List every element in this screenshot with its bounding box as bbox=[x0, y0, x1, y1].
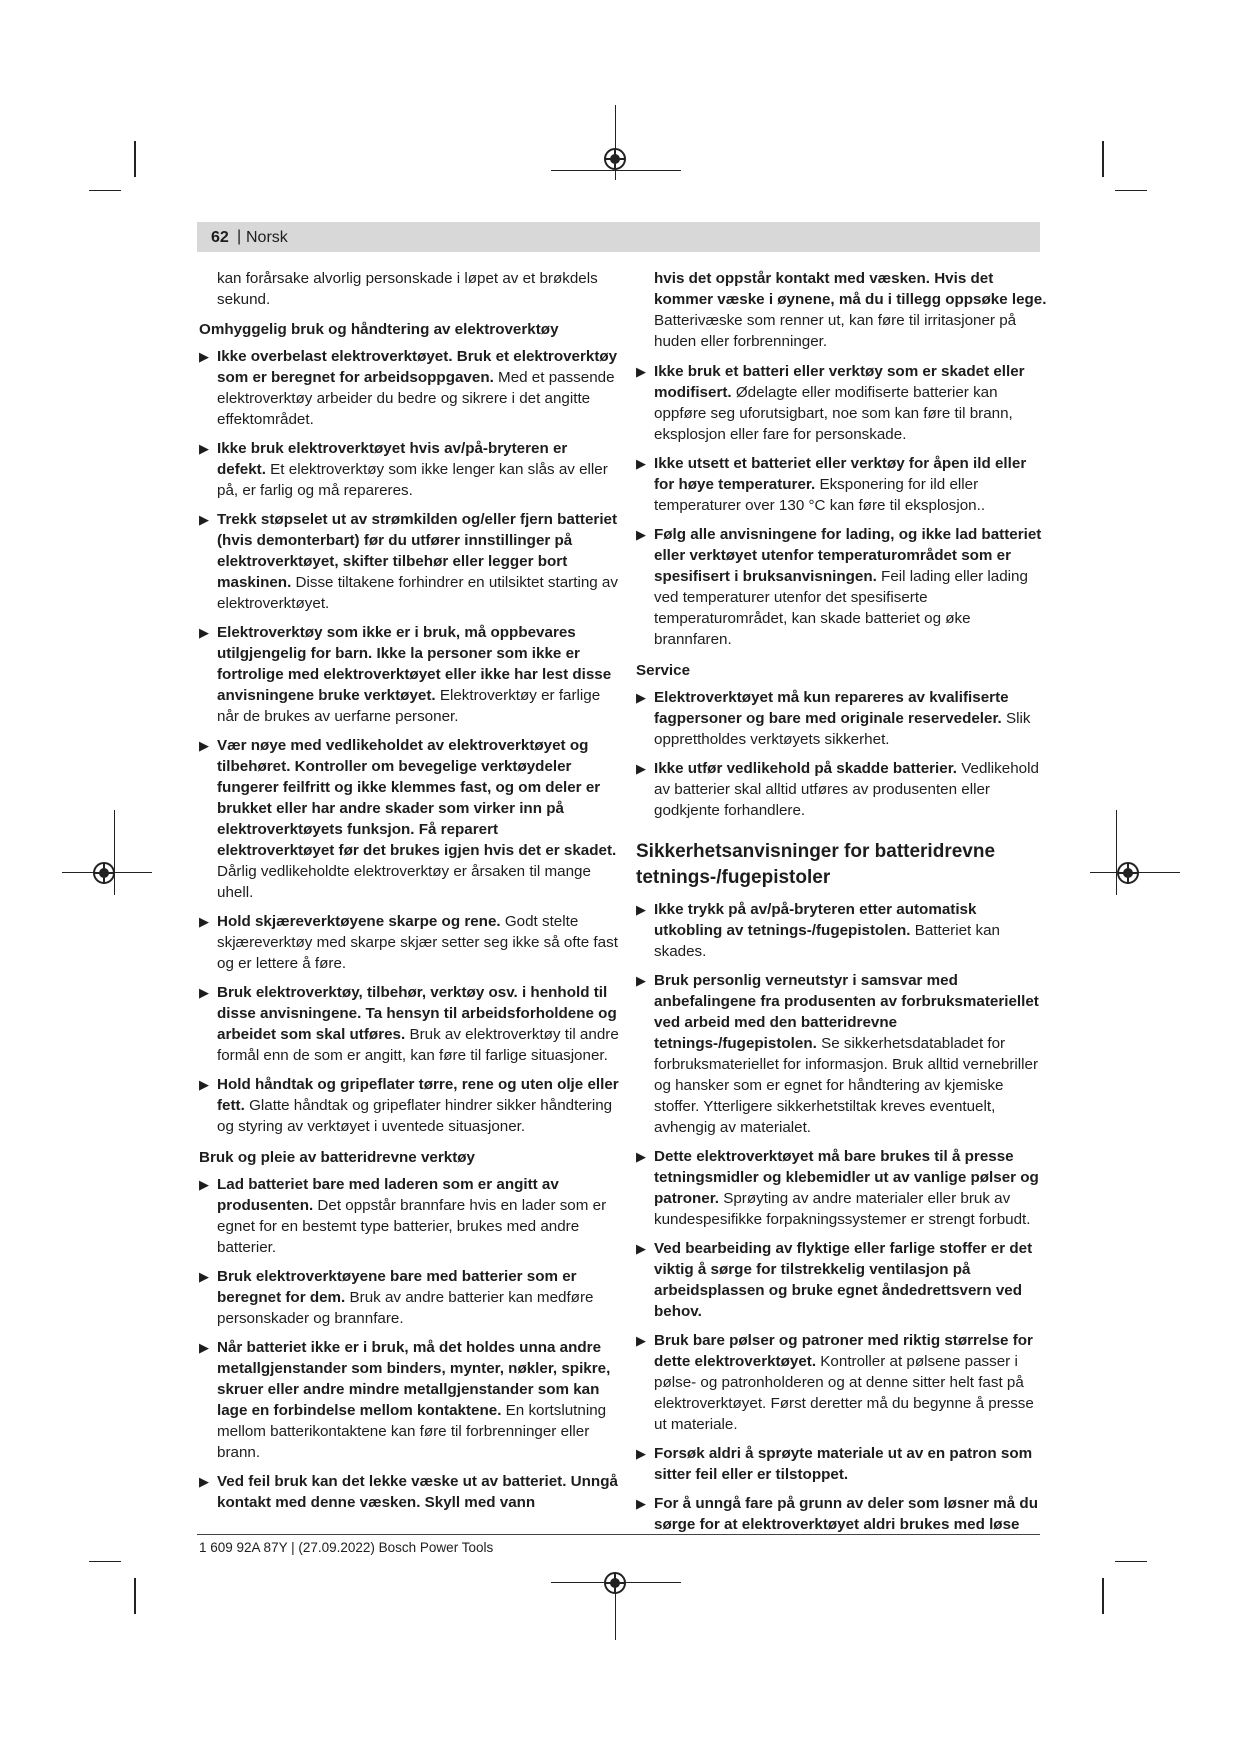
header-language: Norsk bbox=[246, 229, 288, 246]
bullet-arrow-icon: ▶ bbox=[199, 512, 209, 527]
list-item bbox=[636, 524, 1048, 650]
bullet-arrow-icon: ▶ bbox=[636, 364, 646, 379]
list-item bbox=[199, 911, 619, 974]
item-bold-text: Dette elektroverktøyet må bare brukes til å presse tetningsmidler og klebemidler ut av vanlige pølser og patroner. bbox=[654, 1148, 1039, 1207]
registration-line bbox=[114, 810, 115, 895]
left-column bbox=[199, 268, 619, 1521]
bullet-arrow-icon: ▶ bbox=[636, 902, 646, 917]
list-item bbox=[636, 1238, 1048, 1322]
list-item bbox=[199, 1337, 619, 1463]
item-text: Eksponering for ild eller temperaturer over 130 °C kan føre til eksplosjon.. bbox=[654, 476, 986, 514]
page-number: 62 bbox=[211, 229, 229, 246]
list-item bbox=[636, 899, 1048, 962]
item-bold-text: Bruk bare pølser og patroner med riktig størrelse for dette elektroverktøyet. bbox=[654, 1332, 1033, 1370]
list-item bbox=[636, 758, 1048, 821]
registration-target-icon bbox=[604, 148, 626, 170]
bullet-arrow-icon: ▶ bbox=[199, 1269, 209, 1284]
list-item bbox=[636, 970, 1048, 1138]
list-item bbox=[636, 1146, 1048, 1230]
list-item bbox=[199, 622, 619, 727]
bullet-arrow-icon: ▶ bbox=[199, 738, 209, 753]
list-item bbox=[199, 509, 619, 614]
item-bold-text: Følg alle anvisningene for lading, og ikke lad batteriet eller verktøyet utenfor temperaturområdet som er spesifisert i bruksanvisningen. bbox=[654, 526, 1042, 585]
item-bold-text: Lad batteriet bare med laderen som er angitt av produsenten. bbox=[217, 1176, 559, 1214]
item-text: Batteriet kan skades. bbox=[654, 922, 1000, 960]
list-item bbox=[199, 1471, 619, 1513]
item-bold-text: Elektroverktøyet må kun repareres av kvalifiserte fagpersoner og bare med originale reservedeler. bbox=[654, 689, 1009, 727]
bullet-list bbox=[636, 899, 1048, 1535]
bullet-arrow-icon: ▶ bbox=[199, 1340, 209, 1355]
item-bold-text: Ikke bruk et batteri eller verktøy som er skadet eller modifisert. bbox=[654, 363, 1025, 401]
bullet-arrow-icon: ▶ bbox=[636, 1333, 646, 1348]
bullet-arrow-icon: ▶ bbox=[636, 527, 646, 542]
item-bold-text: Ikke overbelast elektroverktøyet. Bruk et elektroverktøy som er beregnet for arbeidsoppgaven. bbox=[217, 348, 618, 386]
item-text: Bruk av andre batterier kan medføre personskader og brannfare. bbox=[217, 1289, 594, 1327]
list-item bbox=[199, 346, 619, 430]
footer-text: 1 609 92A 87Y | (27.09.2022) Bosch Power Tools bbox=[199, 1540, 494, 1555]
header-separator: | bbox=[237, 228, 242, 245]
bullet-arrow-icon: ▶ bbox=[636, 690, 646, 705]
registration-line bbox=[551, 170, 681, 171]
item-bold-text: Hold håndtak og gripeflater tørre, rene og uten olje eller fett. bbox=[217, 1076, 619, 1114]
bullet-arrow-icon: ▶ bbox=[199, 1474, 209, 1489]
item-text: Slik opprettholdes verktøyets sikkerhet. bbox=[654, 710, 1031, 748]
item-bold-text: Når batteriet ikke er i bruk, må det holdes unna andre metallgjenstander som binders, mynter, nøkler, spikre, skruer eller andre mindre metallgjenstander som kan lage en forbindelse mellom kontaktene. bbox=[217, 1339, 611, 1419]
crop-mark bbox=[89, 1561, 121, 1562]
item-text: Glatte håndtak og gripeflater hindrer sikker håndtering og styring av verktøyet i uventede situasjoner. bbox=[217, 1097, 613, 1135]
bullet-arrow-icon: ▶ bbox=[636, 1149, 646, 1164]
list-item bbox=[199, 438, 619, 501]
list-item bbox=[636, 361, 1048, 445]
bullet-arrow-icon: ▶ bbox=[199, 625, 209, 640]
item-bold-text: Ikke bruk elektroverktøyet hvis av/på-bryteren er defekt. bbox=[217, 440, 568, 478]
bullet-arrow-icon: ▶ bbox=[199, 1077, 209, 1092]
continued-plain: Batterivæske som renner ut, kan føre til irritasjoner på huden eller forbrenninger. bbox=[654, 312, 1017, 350]
list-item bbox=[199, 1266, 619, 1329]
crop-mark bbox=[1102, 141, 1104, 177]
bullet-list bbox=[636, 687, 1048, 821]
item-bold-text: For å unngå fare på grunn av deler som løsner må du sørge for at elektroverktøyet aldri brukes med løse bbox=[654, 1495, 1038, 1533]
list-item bbox=[636, 453, 1048, 516]
item-bold-text: Ikke trykk på av/på-bryteren etter automatisk utkobling av tetnings-/fugepistolen. bbox=[654, 901, 977, 939]
item-text: Kontroller at pølsene passer i pølse- og patronholderen og at denne sitter helt fast på elektroverktøyet. Først deretter må du begynne å presse ut materiale. bbox=[654, 1353, 1034, 1433]
item-bold-text: Hold skjæreverktøyene skarpe og rene. bbox=[217, 913, 501, 930]
crop-mark bbox=[1102, 1578, 1104, 1614]
item-bold-text: Ikke utfør vedlikehold på skadde batterier. bbox=[654, 760, 958, 777]
item-bold-text: Ved bearbeiding av flyktige eller farlige stoffer er det viktig å sørge for tilstrekkelig ventilasjon på arbeidsplassen og bruke egnet åndedrettsvern ved behov. bbox=[654, 1240, 1033, 1320]
item-text: Feil lading eller lading ved temperaturer utenfor det spesifiserte temperaturområdet, kan skade batteriet og øke brannfaren. bbox=[654, 568, 1028, 648]
item-text: Et elektroverktøy som ikke lenger kan slås av eller på, er farlig og må repareres. bbox=[217, 461, 608, 499]
bullet-list bbox=[199, 346, 619, 1137]
item-bold-text: Bruk elektroverktøyene bare med batterier som er beregnet for dem. bbox=[217, 1268, 577, 1306]
crop-mark bbox=[89, 190, 121, 191]
item-bold-text: Elektroverktøy som ikke er i bruk, må oppbevares utilgjengelig for barn. Ikke la personer som ikke er fortrolige med elektroverktøyet eller ikke har lest disse anvisningene bruke verktøyet. bbox=[217, 624, 612, 704]
item-bold-text: Forsøk aldri å sprøyte materiale ut av en patron som sitter feil eller er tilstoppet. bbox=[654, 1445, 1033, 1483]
registration-target-icon bbox=[1117, 862, 1139, 884]
bullet-arrow-icon: ▶ bbox=[199, 1177, 209, 1192]
item-text: En kortslutning mellom batterikontaktene kan føre til forbrenninger eller brann. bbox=[217, 1402, 607, 1461]
item-bold-text: Trekk støpselet ut av strømkilden og/eller fjern batteriet (hvis demonterbart) før du utfører innstillinger på elektroverktøyet, skifter tilbehør eller legger bort maskinen. bbox=[217, 511, 618, 591]
bullet-arrow-icon: ▶ bbox=[199, 349, 209, 364]
item-bold-text: Bruk elektroverktøy, tilbehør, verktøy osv. i henhold til disse anvisningene. Ta hensyn til arbeidsforholdene og arbeidet som skal utføres. bbox=[217, 984, 617, 1043]
bullet-arrow-icon: ▶ bbox=[636, 1446, 646, 1461]
item-text: Se sikkerhetsdatabladet for forbruksmateriellet for informasjon. Bruk alltid vernebriller og hansker som er egnet for håndtering av kjemiske stoffer. Ytterligere sikkerhetstiltak kreves eventuelt, avhengig av materialet. bbox=[654, 1035, 1039, 1136]
item-text: Det oppstår brannfare hvis en lader som er egnet for en bestemt type batterier, brukes med andre batterier. bbox=[217, 1197, 607, 1256]
item-bold-text: Bruk personlig verneutstyr i samsvar med anbefalingene fra produsenten av forbruksmateriellet ved arbeid med den batteridrevne tetnings-/fugepistolen. bbox=[654, 972, 1039, 1052]
list-item bbox=[636, 1493, 1048, 1535]
footer-rule bbox=[197, 1534, 1040, 1535]
item-text: Sprøyting av andre materialer eller bruk av kundespesifikke forpakningssystemer er strengt forbudt. bbox=[654, 1190, 1031, 1228]
bullet-arrow-icon: ▶ bbox=[636, 456, 646, 471]
bullet-arrow-icon: ▶ bbox=[636, 1241, 646, 1256]
item-text: Disse tiltakene forhindrer en utilsiktet starting av elektroverktøyet. bbox=[217, 574, 618, 612]
item-text: Bruk av elektroverktøy til andre formål enn de som er angitt, kan føre til farlige situasjoner. bbox=[217, 1026, 619, 1064]
item-text: Dårlig vedlikeholdte elektroverktøy er årsaken til mange uhell. bbox=[217, 863, 591, 901]
crop-mark bbox=[134, 141, 136, 177]
continued-bold: hvis det oppstår kontakt med væsken. Hvis det kommer væske i øynene, må du i tillegg oppsøke lege. bbox=[654, 270, 1047, 308]
bullet-arrow-icon: ▶ bbox=[636, 973, 646, 988]
list-item bbox=[199, 1074, 619, 1137]
continued-text bbox=[636, 268, 1048, 352]
bullet-arrow-icon: ▶ bbox=[636, 1496, 646, 1511]
registration-target-icon bbox=[604, 1572, 626, 1594]
subheading: Omhyggelig bruk og håndtering av elektroverktøy bbox=[199, 321, 559, 338]
list-item bbox=[636, 1443, 1048, 1485]
list-item bbox=[199, 1174, 619, 1258]
continued-text: kan forårsake alvorlig personskade i løpet av et brøkdels sekund. bbox=[217, 270, 598, 308]
item-bold-text: Ved feil bruk kan det lekke væske ut av batteriet. Unngå kontakt med denne væsken. Skyll med vann bbox=[217, 1473, 618, 1511]
item-text: Med et passende elektroverktøy arbeider du bedre og sikrere i det angitte effektområdet. bbox=[217, 369, 615, 428]
item-bold-text: Vær nøye med vedlikeholdet av elektroverktøyet og tilbehøret. Kontroller om bevegelige verktøydeler fungerer feilfritt og ikke klemmes fast, og om deler er brukket eller har andre skader som virker inn på elektroverktøyets funksjon. Få reparert elektroverktøyet før det brukes igjen hvis det er skadet. bbox=[217, 737, 617, 859]
crop-mark bbox=[134, 1578, 136, 1614]
list-item bbox=[636, 1330, 1048, 1435]
item-text: Elektroverktøy er farlige når de brukes av uerfarne personer. bbox=[217, 687, 601, 725]
subheading-service: Service bbox=[636, 662, 691, 679]
bullet-arrow-icon: ▶ bbox=[636, 761, 646, 776]
bullet-list bbox=[199, 1174, 619, 1513]
bullet-arrow-icon: ▶ bbox=[199, 914, 209, 929]
bullet-arrow-icon: ▶ bbox=[199, 441, 209, 456]
bullet-list bbox=[636, 361, 1048, 650]
list-item bbox=[636, 687, 1048, 750]
registration-line bbox=[1116, 810, 1117, 895]
crop-mark bbox=[1115, 190, 1147, 191]
item-text: Ødelagte eller modifiserte batterier kan oppføre seg uforutsigbart, noe som kan føre til brann, eksplosjon eller fare for personskade. bbox=[654, 384, 1013, 443]
list-item bbox=[199, 982, 619, 1066]
item-text: Vedlikehold av batterier skal alltid utføres av produsenten eller godkjente forhandlere. bbox=[654, 760, 1039, 819]
item-bold-text: Ikke utsett et batteriet eller verktøy for åpen ild eller for høye temperaturer. bbox=[654, 455, 1027, 493]
right-column bbox=[636, 268, 1048, 1543]
page-header bbox=[197, 222, 1040, 252]
item-text: Godt stelte skjæreverktøy med skarpe skjær setter seg ikke så ofte fast og er lettere å føre. bbox=[217, 913, 618, 972]
subheading: Bruk og pleie av batteridrevne verktøy bbox=[199, 1149, 476, 1166]
registration-target-icon bbox=[93, 862, 115, 884]
section-heading: Sikkerhetsanvisninger for batteridrevne tetnings-/fugepistoler bbox=[636, 841, 996, 888]
bullet-arrow-icon: ▶ bbox=[199, 985, 209, 1000]
crop-mark bbox=[1115, 1561, 1147, 1562]
list-item bbox=[199, 735, 619, 903]
